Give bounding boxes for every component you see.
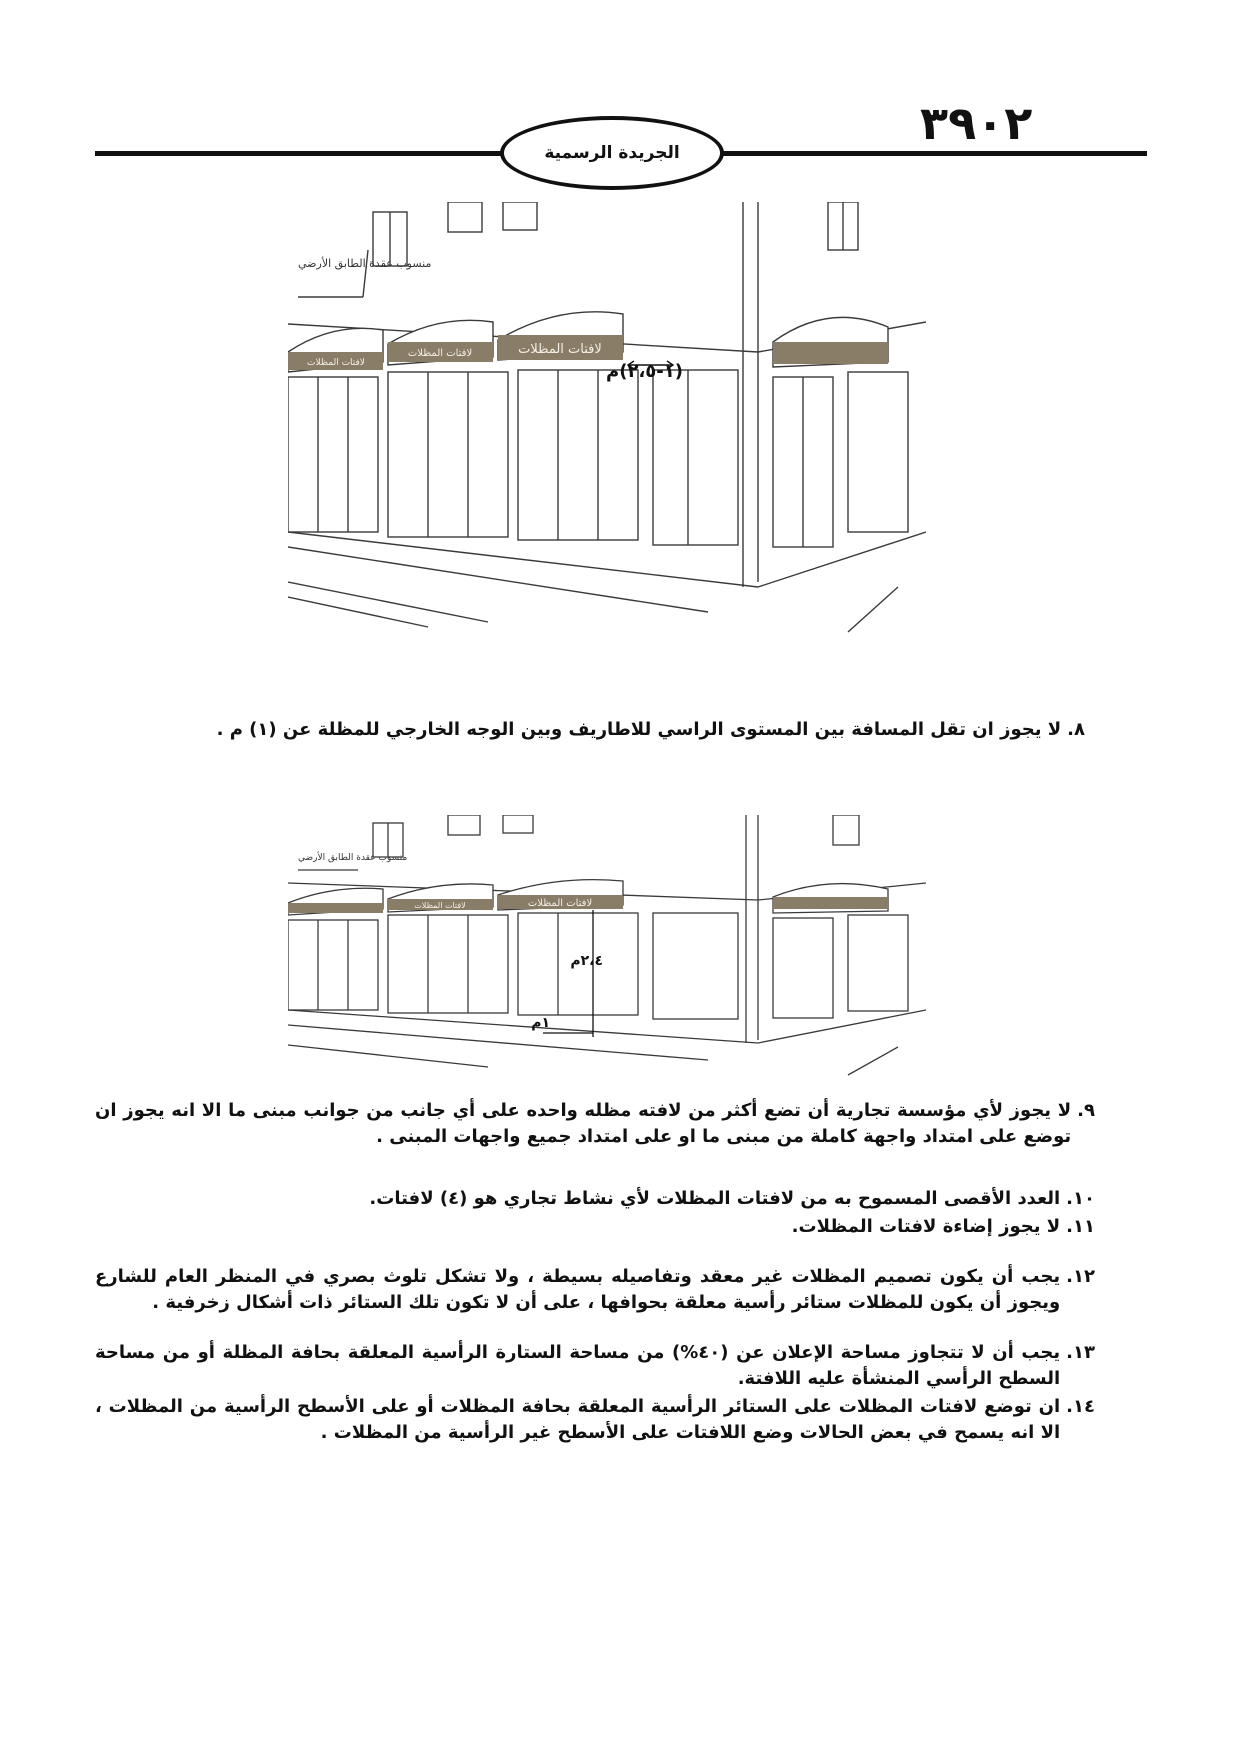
- item-8-text: لا يجوز ان تقل المسافة بين المستوى الراسي للاطاريف وبين الوجه الخارجي للمظلة عن (١) م .: [216, 719, 1062, 740]
- item-10-number: ١٠.: [1066, 1188, 1095, 1209]
- item-13-text: يجب أن لا تتجاوز مساحة الإعلان عن (٤٠%) من مساحة الستارة الرأسية المعلقة بحافة المظلة أو من مساحة السطح الرأسي المنشأة عليه اللافتة.: [95, 1342, 1061, 1389]
- item-12: [95, 1264, 1095, 1316]
- item-9-text: لا يجوز لأي مؤسسة تجارية أن تضع أكثر من لافته مظله واحده على أي جانب من جوانب مبنى ما الا انه يجوز ان توضع على امتداد واجهة كاملة من مبنى ما او على امتداد جميع واجهات المبنى .: [95, 1100, 1072, 1147]
- awning-figure-2: [288, 815, 926, 1077]
- header-rule-left: [95, 151, 505, 156]
- awning-label-1: لافتات المظلات: [307, 358, 365, 368]
- item-8-number: ٨.: [1067, 719, 1085, 740]
- journal-title-oval: [500, 116, 724, 190]
- awning-illustration-distance: [288, 202, 926, 642]
- item-13: [95, 1340, 1095, 1392]
- awning-label-2: لافتات المظلات: [407, 348, 473, 359]
- awning-sign-right: [773, 342, 888, 364]
- awning-label-small-2: لافتات المظلات: [414, 901, 466, 910]
- height-dimension-label: ٢،٤م: [570, 953, 603, 969]
- item-12-number: ١٢.: [1066, 1266, 1095, 1287]
- item-9: [95, 1098, 1095, 1150]
- item-11: [95, 1214, 1095, 1240]
- page-number: ٣٩٠٢: [920, 96, 1033, 150]
- awning-figure-1: [288, 202, 926, 642]
- level-note: منسوب عقدة الطابق الأرضي: [298, 257, 432, 270]
- item-8: [130, 717, 1085, 743]
- item-14-text: ان توضع لافتات المظلات على الستائر الرأسية المعلقة بحافة المظلات أو على الأسطح الرأسية من المظلات ، الا انه يسمح في بعض الحالات وضع اللافتات على الأسطح غير الرأسية من المظلات .: [95, 1396, 1061, 1443]
- sidewalk-dimension-label: ١م: [531, 1015, 550, 1031]
- item-13-number: ١٣.: [1066, 1342, 1095, 1363]
- item-14: [95, 1394, 1095, 1446]
- item-11-text: لا يجوز إضاءة لافتات المظلات.: [791, 1216, 1061, 1237]
- awning-illustration-height: [288, 815, 926, 1077]
- header-rule-right: [722, 151, 1147, 156]
- awning-label-main-2: لافتات المظلات: [527, 898, 593, 909]
- item-14-number: ١٤.: [1066, 1396, 1095, 1417]
- item-11-number: ١١.: [1066, 1216, 1095, 1237]
- horizontal-distance-label: (١-٢،٥)م: [606, 361, 683, 382]
- item-10-text: العدد الأقصى المسموح به من لافتات المظلات لأي نشاط تجاري هو (٤) لافتات.: [369, 1188, 1061, 1209]
- level-note-2: منسوب عقدة الطابق الأرضي: [298, 853, 408, 863]
- awning-label-main: لافتات المظلات: [518, 342, 602, 357]
- journal-title: الجريدة الرسمية: [544, 143, 680, 163]
- item-9-number: ٩.: [1077, 1100, 1095, 1121]
- item-12-text: يجب أن يكون تصميم المظلات غير معقد وتفاصيله بسيطة ، ولا تشكل تلوث بصري في المنظر العام للشارع ويجوز أن يكون للمظلات ستائر رأسية معلقة بحوافها ، على أن لا تكون تلك الستائر ذات أشكال زخرفية .: [95, 1266, 1061, 1313]
- item-10: [95, 1186, 1095, 1212]
